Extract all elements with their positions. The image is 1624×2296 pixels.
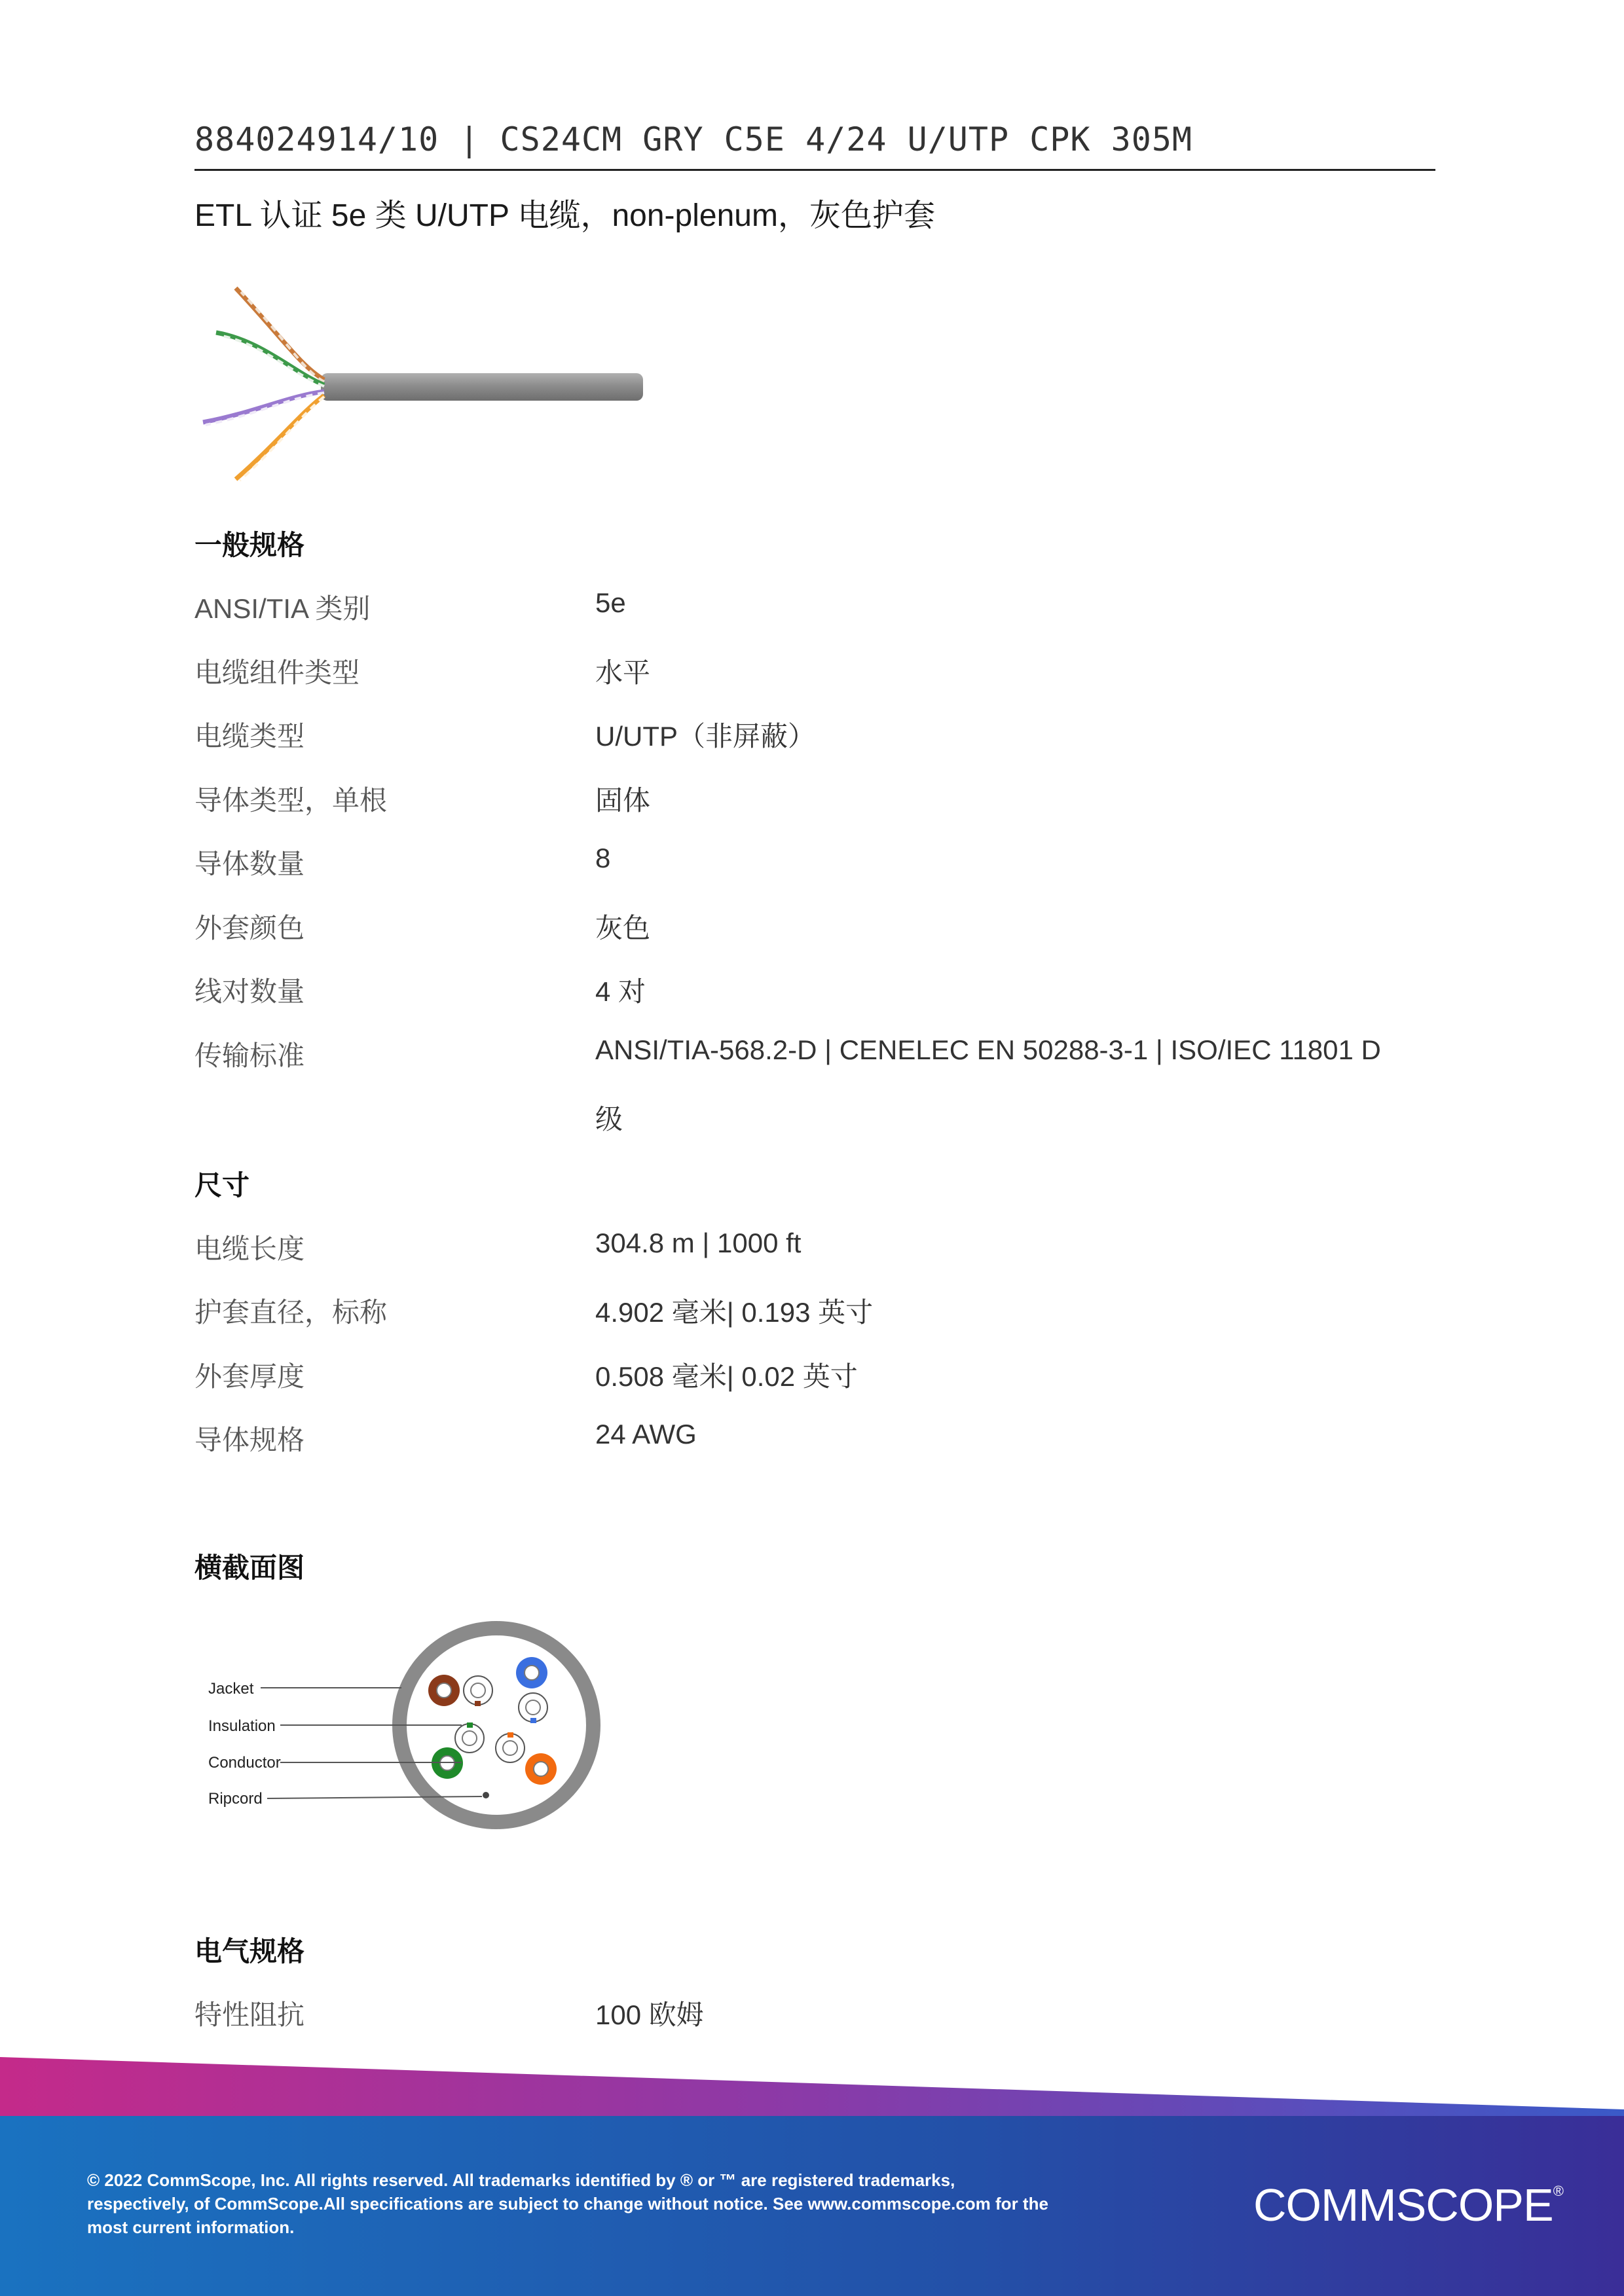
spec-value: U/UTP（非屏蔽） xyxy=(595,721,816,752)
part-number-title: 884024914/10 | CS24CM GRY C5E 4/24 U/UTP CPK 305M xyxy=(194,120,1193,158)
conductor-label: Conductor xyxy=(208,1754,281,1772)
spec-value: 8 xyxy=(595,843,611,873)
spec-row xyxy=(194,907,1439,959)
spec-value: 100 欧姆 xyxy=(595,1999,704,2030)
spec-value: 24 AWG xyxy=(595,1419,697,1449)
copyright-notice xyxy=(87,2168,1135,2239)
spec-row xyxy=(194,1994,1439,2046)
spec-row xyxy=(194,1291,1439,1343)
logo-text: COMMSCOPE xyxy=(1253,2179,1553,2231)
general-specs-heading: 一般规格 xyxy=(194,530,305,560)
spec-row xyxy=(194,779,1439,831)
spec-value: 固体 xyxy=(595,785,651,816)
spec-label: 护套直径，标称 xyxy=(194,1297,388,1328)
spec-value: 304.8 m | 1000 ft xyxy=(595,1228,802,1258)
commscope-logo xyxy=(1253,2179,1563,2231)
spec-row xyxy=(194,1419,1439,1471)
spec-row xyxy=(194,970,1439,1023)
spec-label: 电缆组件类型 xyxy=(194,657,360,688)
wire-green-white xyxy=(455,1722,484,1753)
spec-row xyxy=(194,843,1439,895)
spec-row xyxy=(194,1355,1439,1408)
spec-label: 导体规格 xyxy=(194,1425,305,1455)
spec-value: 灰色 xyxy=(595,913,651,943)
spec-value: 4 对 xyxy=(595,976,646,1007)
spec-value-continued: 级 xyxy=(595,1104,623,1135)
spec-value: 4.902 毫米| 0.193 英寸 xyxy=(595,1297,874,1328)
spec-label: 外套颜色 xyxy=(194,913,305,943)
cross-section-diagram xyxy=(196,1611,616,1840)
cross-section-heading: 横截面图 xyxy=(194,1552,305,1583)
spec-label: 导体类型，单根 xyxy=(194,785,388,816)
spec-row xyxy=(194,587,1439,640)
spec-label: 电缆类型 xyxy=(194,721,305,752)
spec-row xyxy=(194,1228,1439,1280)
wire-brown xyxy=(428,1675,460,1706)
registered-mark: ® xyxy=(1553,2183,1563,2199)
ripcord-dot xyxy=(483,1792,489,1798)
jacket-label: Jacket xyxy=(208,1680,254,1698)
spec-label: 特性阻抗 xyxy=(194,1999,305,2030)
insulation-label: Insulation xyxy=(208,1717,276,1735)
wire-orange xyxy=(525,1753,557,1785)
product-description: ETL 认证 5e 类 U/UTP 电缆，non-plenum，灰色护套 xyxy=(194,198,935,233)
spec-label: ANSI/TIA 类别 xyxy=(194,593,371,624)
copyright-line: most current information. xyxy=(87,2217,295,2237)
wire-blue xyxy=(516,1657,547,1688)
spec-row xyxy=(194,1034,1439,1152)
wire-brown-white xyxy=(464,1676,492,1706)
spec-label: 电缆长度 xyxy=(194,1233,305,1264)
spec-row xyxy=(194,715,1439,767)
spec-value: 0.508 毫米| 0.02 英寸 xyxy=(595,1361,858,1392)
copyright-line: respectively, of CommScope.All specifications are subject to change without notice. See www.commscope.com for the xyxy=(87,2194,1048,2214)
electrical-specs-heading: 电气规格 xyxy=(194,1936,305,1967)
ripcord-label: Ripcord xyxy=(208,1790,263,1808)
spec-value: 5e xyxy=(595,587,626,618)
spec-label: 线对数量 xyxy=(194,976,305,1007)
copyright-line: © 2022 CommScope, Inc. All rights reserved. All trademarks identified by ® or ™ are registered trademarks, xyxy=(87,2170,955,2190)
cable-photo xyxy=(190,275,655,491)
spec-value: 水平 xyxy=(595,657,651,688)
spec-label: 传输标准 xyxy=(194,1040,305,1071)
spec-value: ANSI/TIA-568.2-D | CENELEC EN 50288-3-1 | ISO/IEC 11801 D xyxy=(595,1034,1381,1065)
spec-label: 外套厚度 xyxy=(194,1361,305,1392)
document-header xyxy=(194,118,1435,171)
spec-label: 导体数量 xyxy=(194,848,305,879)
spec-row xyxy=(194,651,1439,704)
wire-blue-white xyxy=(519,1693,547,1723)
dimensions-heading: 尺寸 xyxy=(194,1170,250,1201)
wire-orange-white xyxy=(496,1732,525,1762)
